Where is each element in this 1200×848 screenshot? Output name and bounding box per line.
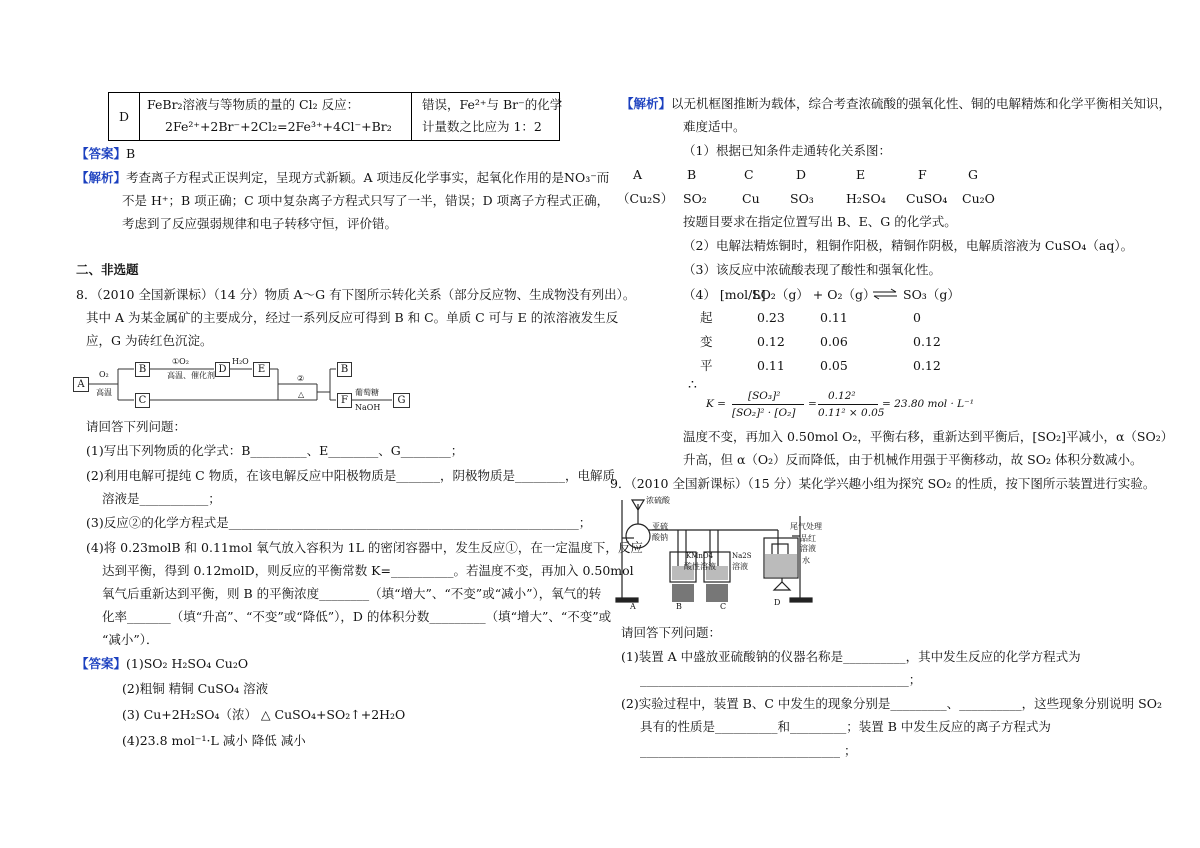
q9-sub1-line2: ___________________________________________；	[640, 672, 922, 687]
relation-formula: Cu₂O	[962, 191, 995, 206]
q9-stem: 9．（2010 全国新课标）（15 分）某化学兴趣小组为探究 SO₂ 的性质，按下图所示装置进行实验。	[610, 476, 1156, 491]
apparatus-drawing	[614, 496, 844, 614]
therefore-sign: ∴	[688, 377, 697, 393]
q8-stem-line1: 8．（2010 全国新课标）（14 分）物质 A～G 有下图所示转化关系（部分反应物、生成物没有列出）。	[76, 287, 636, 302]
q8-analysis-step3: （3）该反应中浓硫酸表现了酸性和强氧化性。	[683, 262, 941, 277]
label-device-d: D	[774, 598, 781, 607]
q8-sub2-line2: 溶液是___________；	[102, 491, 221, 506]
q8-analysis-step1b: 按题目要求在指定位置写出 B、E、G 的化学式。	[683, 214, 957, 229]
node-f: F	[337, 393, 352, 408]
label-conc-acid: 浓硫酸	[646, 496, 670, 505]
node-b: B	[135, 362, 150, 377]
equilibrium-cell-name: 平	[700, 358, 713, 373]
q7-analysis-line2: 不是 H⁺；B 项正确；C 项中复杂离子方程式只写了一半，错误；D 项离子方程式正确，	[122, 193, 610, 208]
node-b-second: B	[337, 362, 352, 377]
table-content-line1: FeBr₂溶液与等物质的量的 Cl₂ 反应：	[147, 97, 360, 112]
q8-sub3: (3)反应②的化学方程式是________________________________________________________；	[86, 515, 592, 530]
q9-apparatus-figure	[614, 496, 844, 614]
label-pinkred-solution: 溶液	[800, 544, 816, 553]
label-naoh: NaOH	[355, 403, 381, 412]
q8-sub1: (1)写出下列物质的化学式：B_________、E________、G________；	[86, 443, 464, 458]
q8-analysis-conclusion1: 温度不变，再加入 0.50mol O₂，平衡右移，重新达到平衡后，[SO₂]平减小，α（SO₂）	[683, 429, 1174, 444]
eq-header-reactants: SO₂（g） + O₂（g）	[752, 287, 876, 302]
relation-letter: G	[968, 167, 978, 182]
equilibrium-cell-name: 起	[700, 310, 713, 325]
node-a: A	[73, 377, 89, 392]
q8-analysis-conclusion2: 升高，但 α（O₂）反而降低，由于机械作用强于平衡移动，故 SO₂ 体积分数减小。	[683, 452, 1143, 467]
eq-header-unit: （4） [mol/L]	[683, 287, 766, 302]
relation-letter: B	[687, 167, 697, 182]
label-na2s-solution: 溶液	[732, 562, 748, 571]
relation-letter: C	[744, 167, 754, 182]
k-denominator1: [SO₂]² · [O₂]	[732, 407, 796, 419]
label-step1: ①O₂	[172, 357, 189, 366]
q8-answer-line4: (4)23.8 mol⁻¹·L 减小 降低 减小	[122, 733, 306, 748]
k-equals: =	[808, 398, 817, 410]
label-delta: △	[298, 390, 305, 399]
eq-header-product: SO₃（g）	[903, 287, 960, 302]
equilibrium-cell-v2: 0.11	[820, 310, 848, 325]
q8-stem-line3: 应，G 为砖红色沉淀。	[86, 333, 213, 348]
label-cond1: 高温、催化剂	[167, 371, 215, 380]
relation-letter: A	[633, 167, 643, 182]
equilibrium-cell-v1: 0.12	[757, 334, 785, 349]
label-tail-gas: 尾气处理	[790, 522, 822, 531]
q8-sub4-line5: “减小”）．	[102, 632, 159, 647]
node-g: G	[393, 393, 410, 408]
answer-table	[108, 92, 563, 141]
q8-sub4-line1: (4)将 0.23molB 和 0.11mol 氧气放入容积为 1L 的密闭容器中，发生反应①，在一定温度下，反应	[86, 540, 643, 555]
label-device-b: B	[676, 602, 682, 611]
label-kmno4: KMnO4	[686, 552, 714, 560]
equilibrium-cell-v1: 0.23	[757, 310, 785, 325]
table-eval-line2: 计量数之比应为 1：2	[422, 119, 542, 134]
label-sulfite2: 酸钠	[652, 533, 668, 542]
label-h2o: H₂O	[232, 357, 249, 366]
equilibrium-arrow-icon	[872, 288, 898, 300]
label-o2: O₂	[99, 370, 109, 379]
q8-answer-line2: (2)粗铜 精铜 CuSO₄ 溶液	[122, 681, 269, 696]
q9-sub2-line2: 具有的性质是__________和_________；装置 B 中发生反应的离子方程式为	[640, 719, 1051, 734]
q8-stem-line2: 其中 A 为某金属矿的主要成分，经过一系列反应可得到 B 和 C。单质 C 可与 E 的浓溶液发生反	[86, 310, 619, 325]
label-glucose: 葡萄糖	[355, 388, 379, 397]
label-sulfite1: 亚硫	[652, 522, 668, 531]
node-e: E	[253, 362, 270, 377]
relation-formula: SO₂	[683, 191, 707, 206]
node-c: C	[135, 393, 150, 408]
k-numerator1: [SO₃]²	[748, 390, 781, 402]
node-d: D	[215, 362, 230, 377]
relation-letter: F	[918, 167, 927, 182]
q8-sub2-line1: (2)利用电解可提纯 C 物质，在该电解反应中阳极物质是_______，阴极物质是________，电解质	[86, 468, 615, 483]
q8-flow-diagram	[72, 354, 432, 414]
k-numerator2: 0.12²	[828, 390, 856, 402]
label-device-c: C	[720, 602, 727, 611]
q7-answer: 【答案】B	[76, 146, 136, 161]
q8-answer-line1: 【答案】(1)SO₂ H₂SO₄ Cu₂O	[76, 656, 249, 671]
equilibrium-cell-v1: 0.11	[757, 358, 785, 373]
q9-sub2-line1: (2)实验过程中，装置 B、C 中发生的现象分别是_________、__________，这些现象分别说明 SO₂	[621, 696, 1162, 711]
q7-analysis-line3: 考虑到了反应强弱规律和电子转移守恒，评价错。	[122, 216, 398, 231]
equilibrium-cell-v2: 0.05	[820, 358, 848, 373]
equilibrium-cell-v2: 0.06	[820, 334, 848, 349]
k-result: = 23.80 mol · L⁻¹	[882, 398, 974, 410]
relation-formula: H₂SO₄	[846, 191, 886, 206]
k-symbol: K =	[706, 398, 726, 410]
section-heading: 二、非选题	[76, 262, 139, 277]
table-eval-line1: 错误，Fe²⁺与 Br⁻的化学	[422, 97, 563, 112]
q8-analysis-line2: 难度适中。	[683, 119, 746, 134]
equilibrium-cell-v3: 0.12	[913, 358, 941, 373]
table-option-cell: D	[109, 93, 140, 140]
label-na2s: Na2S	[732, 552, 752, 560]
equilibrium-cell-name: 变	[700, 334, 713, 349]
q8-analysis-step2: （2）电解法精炼铜时，粗铜作阳极，精铜作阴极，电解质溶液为 CuSO₄（aq）。	[683, 238, 1134, 253]
table-content-line2: 2Fe²⁺+2Br⁻+2Cl₂=2Fe³⁺+4Cl⁻+Br₂	[165, 119, 392, 134]
k-formula	[706, 388, 974, 422]
equilibrium-cell-v3: 0	[913, 310, 921, 325]
q9-prompt: 请回答下列问题：	[621, 625, 722, 640]
q8-analysis-step1: （1）根据已知条件走通转化关系图：	[683, 143, 891, 158]
label-water: 水	[802, 556, 810, 565]
q8-sub4-line3: 氧气后重新达到平衡，则 B 的平衡浓度________（填“增大”、“不变”或“减小”），氧气的转	[102, 586, 602, 601]
q9-sub2-line3: ________________________________ ；	[640, 743, 857, 758]
relation-letter: E	[856, 167, 866, 182]
label-high-temp: 高温	[96, 388, 112, 397]
q7-analysis-line1: 【解析】考查离子方程式正误判定，呈现方式新颖。A 项违反化学事实，起氧化作用的是NO₃⁻而	[76, 170, 610, 185]
relation-formula: CuSO₄	[906, 191, 948, 206]
label-device-a: A	[630, 602, 636, 611]
table-eval-cell	[411, 93, 563, 140]
label-pinkred: 品红	[800, 534, 816, 543]
relation-letter: D	[796, 167, 807, 182]
equilibrium-cell-v3: 0.12	[913, 334, 941, 349]
q8-sub4-line2: 达到平衡，得到 0.12molD，则反应的平衡常数 K=__________。若温度不变，再加入 0.50mol	[102, 563, 634, 578]
relation-formula: Cu	[742, 191, 760, 206]
label-kmno4-solution: 酸性溶液	[684, 562, 716, 571]
relation-formula: SO₃	[790, 191, 814, 206]
q8-sub4-line4: 化率_______（填“升高”、“不变”或“降低”），D 的体积分数_________（填“增大”、“不变”或	[102, 609, 612, 624]
q8-analysis-line1: 【解析】以无机框图推断为载体，综合考查浓硫酸的强氧化性、铜的电解精炼和化学平衡相关知识，	[621, 96, 1172, 111]
k-denominator2: 0.11² × 0.05	[818, 407, 885, 419]
label-step2: ②	[297, 374, 305, 383]
relation-formula: （Cu₂S）	[617, 191, 674, 206]
q9-sub1-line1: (1)装置 A 中盛放亚硫酸钠的仪器名称是__________，其中发生反应的化学方程式为	[621, 649, 1081, 664]
q8-prompt: 请回答下列问题：	[86, 419, 187, 434]
q8-answer-line3: (3) Cu+2H₂SO₄（浓） △ CuSO₄+SO₂↑+2H₂O	[122, 707, 406, 722]
